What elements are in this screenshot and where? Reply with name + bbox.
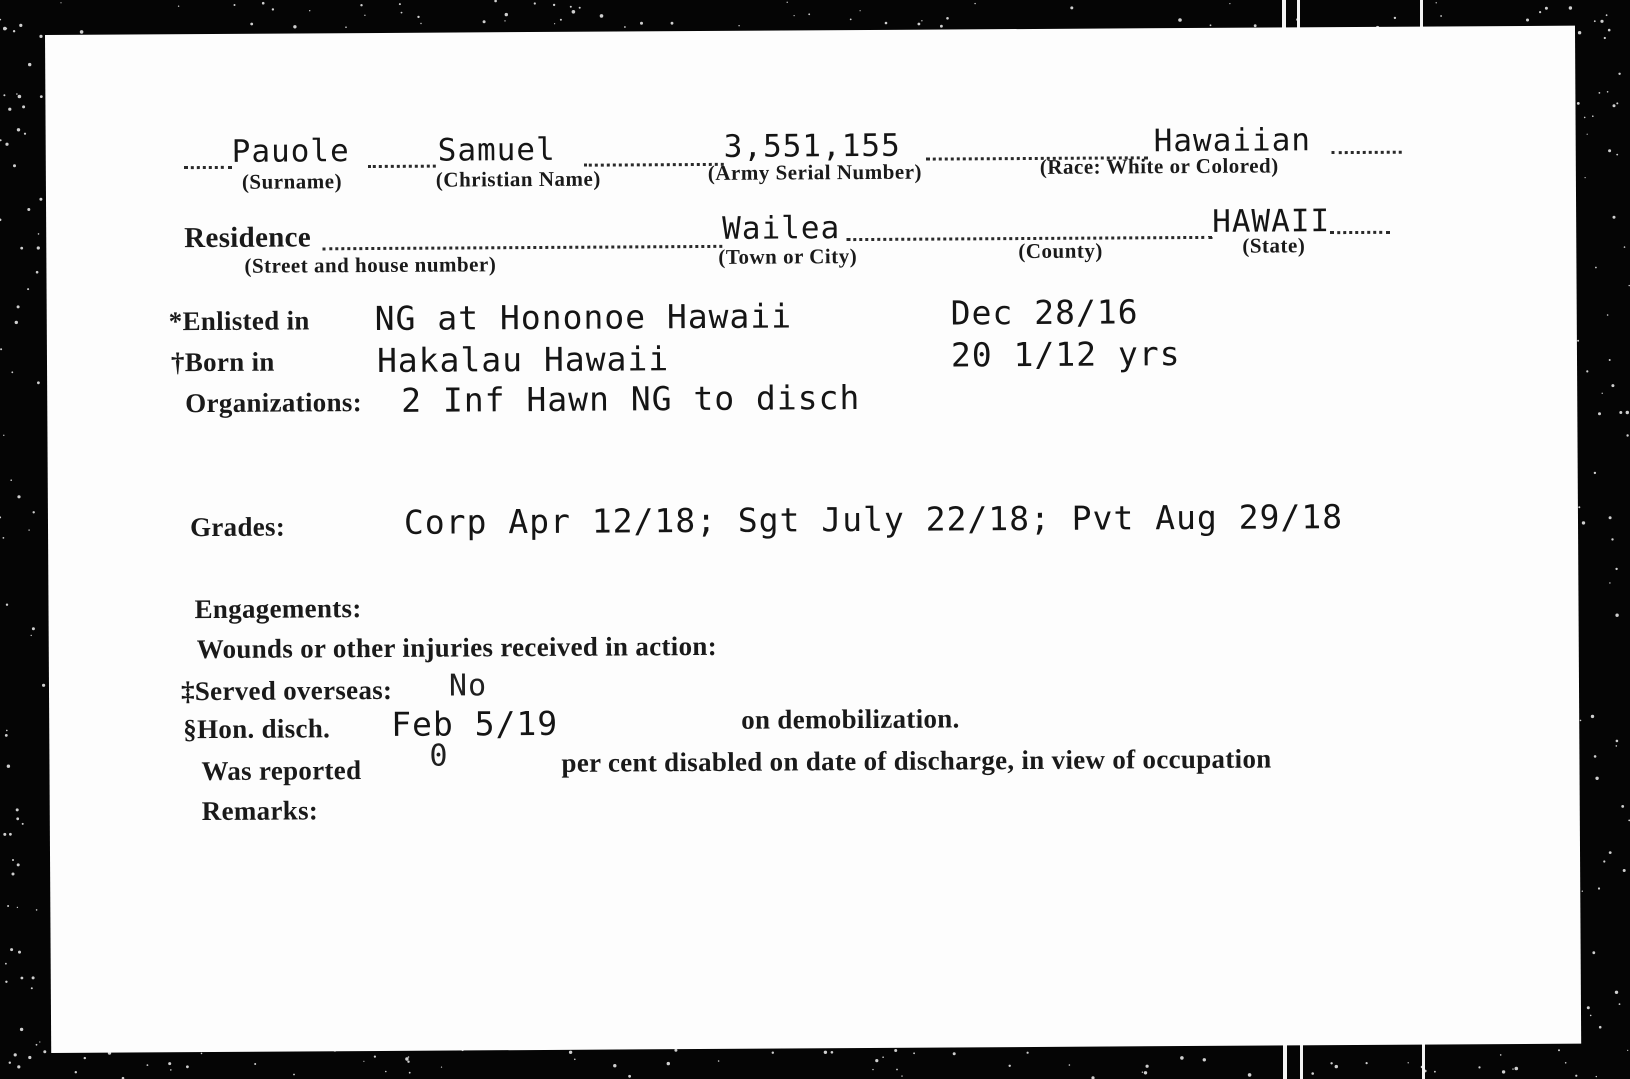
grades-label: Grades: <box>189 511 286 543</box>
enlisted-label: *Enlisted in <box>168 305 310 337</box>
film-speck <box>921 20 922 21</box>
film-speck <box>21 977 24 980</box>
film-speck <box>1582 521 1585 524</box>
film-speck <box>1569 6 1572 9</box>
film-speck <box>0 139 2 141</box>
film-speck <box>1623 869 1626 872</box>
film-speck <box>234 4 236 6</box>
film-speck <box>441 1067 442 1068</box>
film-speck <box>718 1060 720 1062</box>
film-speck <box>1587 1006 1590 1009</box>
film-speck <box>1594 20 1596 22</box>
film-speck <box>1565 1062 1567 1064</box>
film-speck <box>1229 3 1230 4</box>
film-speck <box>1608 149 1611 152</box>
film-speck <box>1626 411 1629 414</box>
film-speck <box>360 4 362 6</box>
film-speck <box>1070 6 1073 9</box>
film-speck <box>401 12 403 14</box>
film-speck <box>0 19 1 21</box>
film-speck <box>579 7 581 9</box>
film-speck <box>1330 1062 1332 1064</box>
film-speck <box>18 95 22 99</box>
discharge-label: §Hon. disch. <box>183 713 331 745</box>
film-speck <box>1595 267 1597 269</box>
film-speck <box>5 734 8 737</box>
film-speck <box>8 108 11 111</box>
film-speck <box>1591 715 1594 718</box>
film-speck <box>39 198 42 201</box>
film-speck <box>272 8 274 10</box>
film-speck <box>1615 614 1618 617</box>
film-speck <box>885 22 888 25</box>
film-speck <box>28 529 29 530</box>
film-speck <box>505 13 508 16</box>
remarks-label: Remarks: <box>201 795 319 827</box>
film-speck <box>1608 29 1611 32</box>
film-speck <box>1607 314 1609 316</box>
residence-label: Residence <box>184 221 312 255</box>
film-speck <box>178 6 179 7</box>
film-speck <box>12 859 14 861</box>
film-speck <box>1607 91 1609 93</box>
film-speck <box>363 1061 364 1062</box>
film-speck <box>20 1028 23 1031</box>
film-speck <box>10 948 13 951</box>
film-speck <box>5 963 7 965</box>
film-speck <box>1613 104 1616 107</box>
film-speck <box>624 26 626 28</box>
film-speck <box>409 1072 411 1074</box>
film-speck <box>1577 102 1580 105</box>
film-speck <box>170 1069 172 1071</box>
discharge-suffix: on demobilization. <box>741 703 960 735</box>
film-speck <box>33 511 35 513</box>
film-speck <box>1627 1050 1628 1051</box>
film-speck <box>186 1065 189 1068</box>
film-speck <box>405 1057 408 1060</box>
film-speck <box>201 1053 203 1055</box>
born-age-value: 20 1/12 yrs <box>950 334 1181 375</box>
film-speck <box>5 143 8 146</box>
film-speck <box>43 1050 46 1053</box>
film-speck <box>1539 11 1541 13</box>
film-speck <box>1526 19 1529 22</box>
surname-value: Pauole <box>231 133 350 170</box>
film-speck <box>772 1052 774 1054</box>
film-speck <box>1502 1070 1505 1073</box>
film-speck <box>1602 393 1603 394</box>
film-speck <box>3 833 6 836</box>
film-speck <box>84 1057 86 1059</box>
film-speck <box>345 26 347 28</box>
film-speck <box>12 873 15 876</box>
film-speck <box>1180 1056 1184 1060</box>
film-speck <box>1440 15 1442 17</box>
film-speck <box>27 288 29 290</box>
film-speck <box>40 95 43 98</box>
film-speck <box>6 604 8 606</box>
film-speck <box>168 1062 171 1065</box>
film-speck <box>894 1049 897 1052</box>
film-speck <box>5 28 7 30</box>
film-speck <box>14 1053 17 1056</box>
state-caption: (State) <box>1242 233 1306 258</box>
film-speck <box>39 1041 40 1042</box>
film-speck <box>16 93 18 95</box>
film-speck <box>5 981 7 983</box>
film-speck <box>1609 516 1612 519</box>
disability-value: 0 <box>429 738 449 774</box>
film-speck <box>569 1051 572 1054</box>
film-speck <box>24 133 26 135</box>
film-speck <box>17 495 20 498</box>
film-speck <box>16 808 19 811</box>
christian-name-value: Samuel <box>437 131 556 169</box>
film-speck <box>7 905 9 907</box>
film-speck <box>417 16 419 18</box>
film-speck <box>42 684 45 687</box>
film-speck <box>1335 1065 1338 1068</box>
film-strip-line <box>1283 1040 1287 1079</box>
state-value: HAWAII <box>1212 203 1331 240</box>
film-speck <box>0 516 1 518</box>
wounds-label: Wounds or other injuries received in action: <box>196 630 718 665</box>
film-speck <box>1592 951 1595 954</box>
film-speck <box>0 219 1 222</box>
film-speck <box>1582 891 1583 892</box>
organizations-label: Organizations: <box>185 387 363 419</box>
organizations-value: 2 Inf Hawn NG to disch <box>401 378 861 420</box>
film-speck <box>11 371 13 373</box>
film-speck <box>1585 177 1586 178</box>
film-speck <box>36 1044 38 1046</box>
film-speck <box>1545 7 1548 10</box>
film-speck <box>901 1075 902 1076</box>
film-speck <box>1616 745 1618 747</box>
film-speck <box>560 19 562 21</box>
film-strip-line <box>1422 1040 1425 1079</box>
disability-label: Was reported <box>201 755 362 787</box>
film-speck <box>1512 1068 1513 1069</box>
overseas-label: ‡Served overseas: <box>180 674 393 707</box>
film-speck <box>1069 1064 1071 1066</box>
film-speck <box>10 479 12 481</box>
film-speck <box>1594 472 1596 474</box>
film-speck <box>17 863 20 866</box>
town-caption: (Town or City) <box>718 244 858 269</box>
enlisted-place-value: NG at Hononoe Hawaii <box>374 296 793 338</box>
film-speck <box>147 1064 149 1066</box>
film-speck <box>1575 1075 1577 1077</box>
film-speck <box>9 1062 11 1064</box>
film-speck <box>600 14 604 18</box>
film-speck <box>1618 73 1620 75</box>
film-speck <box>3 27 7 31</box>
film-speck <box>385 1071 387 1073</box>
film-speck <box>28 63 31 66</box>
film-speck <box>1578 31 1581 34</box>
film-speck <box>18 951 21 954</box>
film-speck <box>1616 740 1619 743</box>
film-speck <box>613 1064 616 1067</box>
film-speck <box>250 23 253 26</box>
film-speck <box>494 0 497 2</box>
film-speck <box>0 348 2 350</box>
film-speck <box>882 1056 884 1058</box>
film-speck <box>1619 411 1622 414</box>
film-speck <box>1596 1076 1597 1077</box>
street-caption: (Street and house number) <box>244 252 497 278</box>
film-speck <box>787 2 788 3</box>
film-speck <box>1609 851 1612 854</box>
film-speck <box>1599 92 1601 94</box>
film-speck <box>1624 246 1626 248</box>
film-speck <box>6 730 8 732</box>
film-speck <box>1592 115 1594 117</box>
film-speck <box>1606 14 1608 16</box>
film-speck <box>667 1062 670 1065</box>
film-speck <box>1142 1072 1143 1073</box>
film-speck <box>896 1069 898 1071</box>
film-speck <box>1600 20 1603 23</box>
film-speck <box>1577 340 1579 342</box>
film-speck <box>1408 1062 1409 1063</box>
film-speck <box>60 2 61 3</box>
born-label: †Born in <box>170 346 275 378</box>
film-speck <box>293 1074 295 1076</box>
film-speck <box>22 823 24 825</box>
film-speck <box>37 246 40 249</box>
service-record-card <box>45 26 1581 1053</box>
film-speck <box>19 24 22 27</box>
film-speck <box>1603 860 1605 862</box>
film-speck <box>570 6 572 8</box>
film-speck <box>1586 370 1588 372</box>
film-speck <box>1611 384 1614 387</box>
film-speck <box>262 2 265 5</box>
film-speck <box>572 10 576 14</box>
film-speck <box>22 105 25 108</box>
serial-number-value: 3,551,155 <box>723 127 901 165</box>
film-speck <box>1595 777 1598 780</box>
film-speck <box>1590 1015 1592 1017</box>
film-speck <box>1609 582 1610 583</box>
film-speck <box>13 30 15 32</box>
film-speck <box>16 817 19 820</box>
film-speck <box>946 17 949 20</box>
film-speck <box>504 20 505 21</box>
film-speck <box>1366 1062 1368 1064</box>
discharge-date-value: Feb 5/19 <box>391 703 559 744</box>
film-speck <box>13 164 16 167</box>
film-speck <box>1619 1003 1621 1005</box>
film-speck <box>1613 216 1616 219</box>
film-speck <box>808 13 810 15</box>
film-speck <box>534 2 536 4</box>
film-speck <box>1609 359 1611 361</box>
film-speck <box>1144 1071 1147 1074</box>
film-speck <box>1515 1067 1519 1071</box>
film-speck <box>309 10 310 11</box>
film-speck <box>80 30 84 34</box>
film-speck <box>20 247 23 250</box>
film-speck <box>1587 134 1588 135</box>
film-speck <box>953 1052 956 1055</box>
film-speck <box>483 20 486 23</box>
film-speck <box>1580 720 1582 722</box>
film-speck <box>1615 991 1618 994</box>
film-speck <box>1599 1026 1602 1029</box>
overseas-value: No <box>448 668 488 704</box>
film-strip-line <box>1300 1040 1303 1079</box>
film-speck <box>1578 506 1580 508</box>
film-speck <box>1611 538 1613 540</box>
film-speck <box>408 1056 410 1058</box>
film-speck <box>628 1075 631 1078</box>
disability-suffix: per cent disabled on date of discharge, in view of occupation <box>561 743 1272 778</box>
film-speck <box>794 15 795 16</box>
film-speck <box>872 1069 873 1070</box>
film-speck <box>3 537 5 539</box>
film-speck <box>1584 117 1586 119</box>
film-speck <box>1594 755 1597 758</box>
film-speck <box>850 19 852 21</box>
film-speck <box>32 976 35 979</box>
film-speck <box>75 1071 77 1073</box>
film-speck <box>420 23 421 24</box>
christian-name-caption: (Christian Name) <box>435 166 601 192</box>
film-speck <box>1203 1058 1206 1061</box>
film-speck <box>7 765 10 768</box>
film-speck <box>37 381 40 384</box>
race-value: Hawaiian <box>1153 122 1312 160</box>
film-speck <box>407 1061 409 1063</box>
film-speck <box>38 233 40 235</box>
film-speck <box>32 627 35 630</box>
film-speck <box>1146 1065 1149 1068</box>
film-speck <box>27 208 30 211</box>
film-speck <box>1616 102 1618 104</box>
film-speck <box>17 1065 20 1068</box>
film-speck <box>1478 1066 1480 1068</box>
surname-caption: (Surname) <box>241 169 343 194</box>
film-speck <box>15 321 18 324</box>
film-speck <box>1621 805 1624 808</box>
film-speck <box>3 435 4 436</box>
film-speck <box>1436 2 1437 3</box>
film-speck <box>374 1056 376 1058</box>
film-speck <box>39 35 42 38</box>
film-speck <box>1626 434 1628 436</box>
film-speck <box>1311 1072 1314 1075</box>
film-speck <box>31 635 32 636</box>
film-speck <box>3 94 5 96</box>
film-speck <box>1558 1049 1560 1051</box>
serial-number-caption: (Army Serial Number) <box>707 159 923 185</box>
film-speck <box>974 3 975 4</box>
film-speck <box>399 3 401 5</box>
film-speck <box>1178 18 1182 22</box>
film-speck <box>28 1056 31 1059</box>
film-speck <box>831 1051 834 1054</box>
film-speck <box>36 271 39 274</box>
film-speck <box>254 1063 256 1065</box>
film-speck <box>1500 1054 1502 1056</box>
film-speck <box>364 15 365 16</box>
film-speck <box>1598 412 1601 415</box>
film-speck <box>17 907 18 908</box>
film-speck <box>1604 37 1606 39</box>
film-speck <box>1615 568 1617 570</box>
county-caption: (County) <box>1018 238 1103 264</box>
film-speck <box>1434 1071 1436 1073</box>
film-speck <box>17 128 20 131</box>
film-speck <box>574 1059 576 1061</box>
film-speck <box>913 1052 915 1054</box>
film-speck <box>860 10 861 11</box>
grades-value: Corp Apr 12/18; Sgt July 22/18; Pvt Aug 29/18 <box>403 497 1344 542</box>
film-speck <box>1027 1052 1029 1054</box>
film-speck <box>1394 17 1396 19</box>
film-speck <box>640 22 643 25</box>
film-speck <box>671 22 674 25</box>
film-speck <box>1009 1065 1011 1067</box>
town-value: Wailea <box>722 210 841 247</box>
film-speck <box>738 25 739 26</box>
film-speck <box>1248 1073 1252 1077</box>
film-speck <box>293 25 296 28</box>
film-speck <box>36 909 38 911</box>
race-caption: (Race: White or Colored) <box>1039 153 1279 179</box>
enlisted-date-value: Dec 28/16 <box>950 292 1139 333</box>
film-speck <box>824 1051 827 1054</box>
film-speck <box>554 23 555 24</box>
film-speck <box>553 4 555 6</box>
film-speck <box>940 25 943 28</box>
film-speck <box>1210 24 1212 26</box>
film-speck <box>875 1059 878 1062</box>
film-speck <box>17 305 20 308</box>
film-speck <box>918 23 921 26</box>
film-speck <box>41 95 43 97</box>
film-speck <box>9 833 12 836</box>
engagements-label: Engagements: <box>194 593 362 625</box>
film-speck <box>1616 154 1618 156</box>
film-speck <box>31 987 33 989</box>
born-place-value: Hakalau Hawaii <box>376 339 670 380</box>
film-speck <box>1598 887 1600 889</box>
